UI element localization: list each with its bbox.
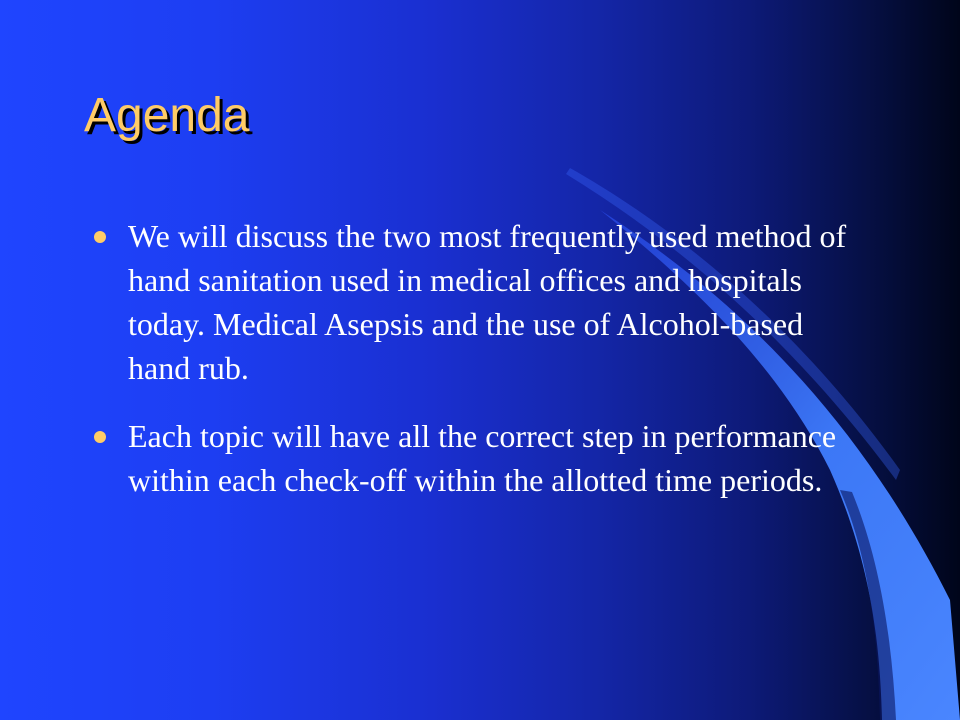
bullet-dot-icon [94,231,106,243]
bullet-dot-icon [94,431,106,443]
bullet-item [92,214,862,390]
bullet-text: Each topic will have all the correct step in performance within each check-off within the allotted time periods. [128,418,837,498]
bullet-list [92,214,862,526]
bullet-item [92,414,862,502]
slide-title: Agenda [84,89,250,142]
bullet-text: We will discuss the two most frequently used method of hand sanitation used in medical offices and hospitals today. Medical Asepsis and the use of Alcohol-based hand rub. [128,218,847,386]
